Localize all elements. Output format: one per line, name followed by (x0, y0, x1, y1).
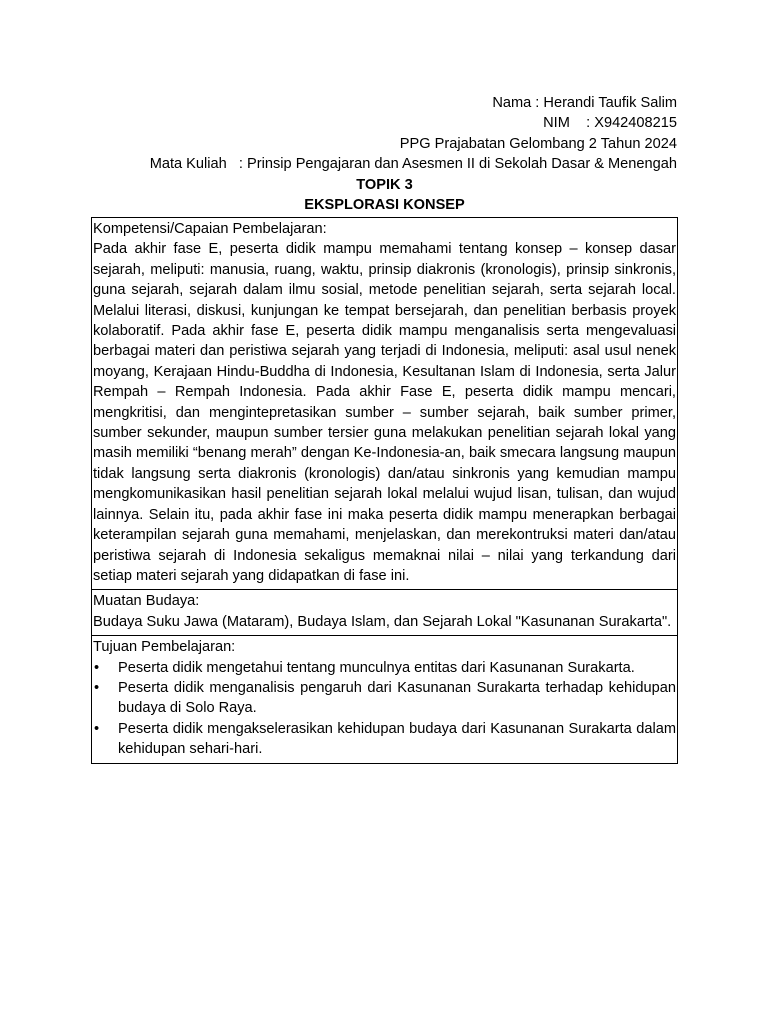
competency-cell (92, 218, 678, 590)
document-title-block (91, 175, 678, 216)
learning-table (91, 217, 678, 764)
section-title: EKSPLORASI KONSEP (304, 197, 465, 214)
list-item (93, 719, 676, 760)
competency-text: Pada akhir fase E, peserta didik mampu memahami tentang konsep – konsep dasar sejarah, meliputi: manusia, ruang, waktu, prinsip diakronis (kronologis), prinsip sinkronis, guna sejarah, sejarah dalam ilmu sosial, metode penelitian sejarah, serta sejarah local. Melalui literasi, diskusi, kunjungan ke tempat bersejarah, dan penelitian berbasis proyek kolaboratif. Pada akhir fase E, peserta didik mampu menganalisis serta mengevaluasi berbagai materi dan peristiwa sejarah yang terjadi di Indonesia, meliputi: asal usul nenek moyang, Kerajaan Hindu-Buddha di Indonesia, Kesultanan Islam di Indonesia, serta Jalur Rempah – Rempah Indonesia. Pada akhir Fase E, peserta didik mampu mencari, mengkritisi, dan mengintepretasikan sumber – sumber sejarah, baik sumber primer, sumber sekunder, maupun sumber tersier guna melakukan penelitian sejarah lokal yang masih memiliki “benang merah” dengan Ke-Indonesia-an, baik smecara langsung maupun tidak langsung serta diakronis (kronologis) dan/atau sinkronis yang kemudian mampu mengkomunikasikan hasil penelitian sejarah lokal melalui wujud lisan, tulisan, dan wujud lainnya. Selain itu, pada akhir fase ini maka peserta didik mampu menerapkan berbagai keterampilan sejarah guna memahami, menjelaskan, dan merekontruksi materi dan/atau peristiwa sejarah di Indonesia sekaligus memaknai nilai – nilai yang terkandung dari setiap materi sejarah yang didapatkan di fase ini. (93, 241, 676, 584)
list-item (93, 658, 676, 678)
culture-label: Muatan Budaya: (93, 593, 200, 610)
goals-row (92, 636, 678, 763)
competency-label: Kompetensi/Capaian Pembelajaran: (93, 221, 327, 237)
culture-text: Budaya Suku Jawa (Mataram), Budaya Islam, dan Sejarah Lokal "Kasunanan Surakarta". (93, 613, 672, 630)
goals-cell (92, 636, 678, 763)
list-item (93, 678, 676, 719)
student-info-header (77, 93, 677, 175)
bullet-icon: • (94, 720, 100, 737)
goals-label: Tujuan Pembelajaran: (93, 639, 236, 656)
student-nim: NIM : X942408215 (543, 115, 677, 132)
course-info: Mata Kuliah : Prinsip Pengajaran dan Asesmen II di Sekolah Dasar & Menengah (149, 156, 677, 173)
bullet-icon: • (94, 679, 100, 696)
goal-text: Peserta didik mengetahui tentang munculnya entitas dari Kasunanan Surakarta. (118, 659, 635, 676)
goal-text: Peserta didik menganalisis pengaruh dari Kasunanan Surakarta terhadap kehidupan budaya di Solo Raya. (118, 679, 676, 717)
culture-row (92, 590, 678, 636)
bullet-icon: • (94, 659, 100, 676)
culture-cell (92, 590, 678, 636)
competency-row (92, 218, 678, 590)
program-info: PPG Prajabatan Gelombang 2 Tahun 2024 (399, 135, 677, 152)
student-name: Nama : Herandi Taufik Salim (492, 95, 677, 111)
topic-title: TOPIK 3 (356, 177, 413, 193)
goals-list (93, 658, 676, 760)
goal-text: Peserta didik mengakselerasikan kehidupan budaya dari Kasunanan Surakarta dalam kehidupan sehari-hari. (118, 720, 676, 758)
